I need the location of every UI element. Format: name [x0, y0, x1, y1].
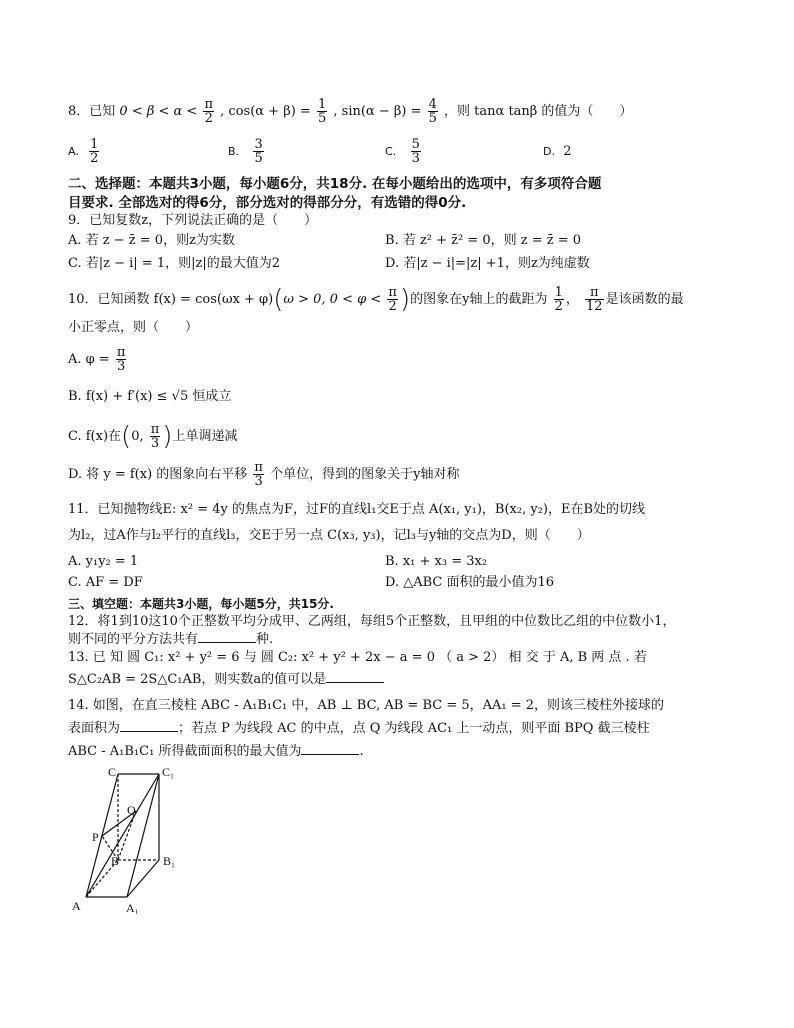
section2-heading: 二、选择题：本题共3小题，每小题6分，共18分. 在每小题给出的选项中，有多项符合题 — [68, 176, 602, 192]
label-b1: B₁ — [163, 854, 176, 868]
label-c1: C₁ — [162, 765, 175, 779]
prism-figure — [66, 764, 226, 914]
q14-answer-blank-1[interactable] — [120, 731, 178, 732]
q11-option-d[interactable]: D. △ABC 面积的最小值为16 — [385, 575, 555, 590]
q10-option-d[interactable]: D. 将 y = f(x) 的图象向右平移 $\frac{\pi}{3}$ 个单位，得到的图象关于y轴对称 — [68, 460, 460, 489]
q8-option-d[interactable]: D. 2 — [543, 144, 572, 159]
q9-option-c[interactable]: C. 若|z − i| = 1，则|z|的最大值为2 — [68, 256, 280, 271]
q14-stem: 14. 如图，在直三棱柱 ABC - A₁B₁C₁ 中，AB ⊥ BC, AB = BC = 5，AA₁ = 2，则该三棱柱外接球的 — [68, 698, 665, 713]
label-c: C — [108, 765, 117, 779]
q13-stem-cont: S△C₂AB = 2S△C₁AB，则实数a的值可以是 — [68, 670, 384, 690]
q9-option-b[interactable]: B. 若 z² + z̄² = 0，则 z = z̄ = 0 — [385, 233, 582, 248]
q12-answer-blank[interactable] — [198, 642, 256, 643]
q9-option-d[interactable]: D. 若|z − i|=|z| +1，则z为纯虚数 — [385, 256, 590, 271]
q14-stem-cont2: ABC - A₁B₁C₁ 所得截面面积的最大值为 . — [68, 744, 364, 759]
q8-option-c[interactable]: C. $\frac{5}{3}$ — [385, 137, 420, 166]
q9-option-a[interactable]: A. 若 z − z̄ = 0，则z为实数 — [68, 233, 235, 248]
label-q: Q — [127, 803, 136, 817]
q11-option-c[interactable]: C. AF = DF — [68, 575, 143, 590]
q8-stem: 8．已知 0 < β < α < $\frac{\pi}{2}$ , cos(α + β) = $\frac{1}{5}$ , sin(α − β) = $\frac{4}{5}$ ，则 tanα tanβ 的值为（ ） — [68, 97, 633, 126]
q10-option-c[interactable]: C. f(x)在(0, $\frac{\pi}{3}$ )上单调递减 — [68, 421, 238, 452]
label-p: P — [92, 830, 99, 844]
q10-stem-cont: 小正零点，则（ ） — [68, 320, 199, 335]
q10-stem: 10．已知函数 f(x) = cos(ωx + φ)(ω > 0, 0 < φ < $\frac{\pi}{2}$ )的图象在y轴上的截距为 $\frac{1}{2}$ ， $\frac{\pi}{12}$ 是该函数的最 — [68, 284, 684, 315]
q11-stem-cont: 为l₂，过A作与l₂平行的直线l₃，交E于另一点 C(x₃, y₃)，记l₃与y轴的交点为D，则（ ） — [68, 528, 590, 543]
label-b: B — [111, 854, 120, 868]
q12-stem-cont: 则不同的平分方法共有 种. — [68, 632, 274, 647]
q14-answer-blank-2[interactable] — [301, 754, 359, 755]
q8-option-a[interactable]: A. $\frac{1}{2}$ — [68, 137, 99, 166]
q13-answer-blank[interactable] — [326, 682, 384, 683]
q9-stem: 9．已知复数z，下列说法正确的是（ ） — [68, 213, 318, 228]
q10-option-b[interactable]: B. f(x) + f′(x) ≤ √5 恒成立 — [68, 389, 232, 404]
q13-stem: 13. 已 知 圆 C₁: x² + y² = 6 与 圆 C₂: x² + y² + 2x − a = 0 （ a > 2） 相 交 于 A, B 两 点 . 若 — [68, 650, 647, 665]
q10-option-a[interactable]: A. φ = $\frac{\pi}{3}$ — [68, 345, 126, 374]
q12-stem: 12．将1到10这10个正整数平均分成甲、乙两组，每组5个正整数，且甲组的中位数比乙组的中位数小1， — [68, 614, 676, 629]
label-a1: A₁ — [126, 901, 139, 914]
q11-stem: 11．已知抛物线E: x² = 4y 的焦点为F，过F的直线l₁交E于点 A(x₁, y₁)，B(x₂, y₂)，E在B处的切线 — [68, 502, 646, 517]
q14-stem-cont: 表面积为 ；若点 P 为线段 AC 的中点，点 Q 为线段 AC₁ 上一动点，则平面 BPQ 截三棱柱 — [68, 721, 650, 736]
q8-option-b[interactable]: B. $\frac{3}{5}$ — [228, 137, 263, 166]
q11-option-a[interactable]: A. y₁y₂ = 1 — [68, 554, 139, 569]
section2-heading-cont: 目要求. 全部选对的得6分，部分选对的得部分分，有选错的得0分. — [68, 195, 467, 211]
q11-option-b[interactable]: B. x₁ + x₃ = 3x₂ — [385, 554, 488, 569]
label-a: A — [72, 899, 81, 913]
section3-heading: 三、填空题：本题共3小题，每小题5分，共15分. — [68, 597, 334, 611]
